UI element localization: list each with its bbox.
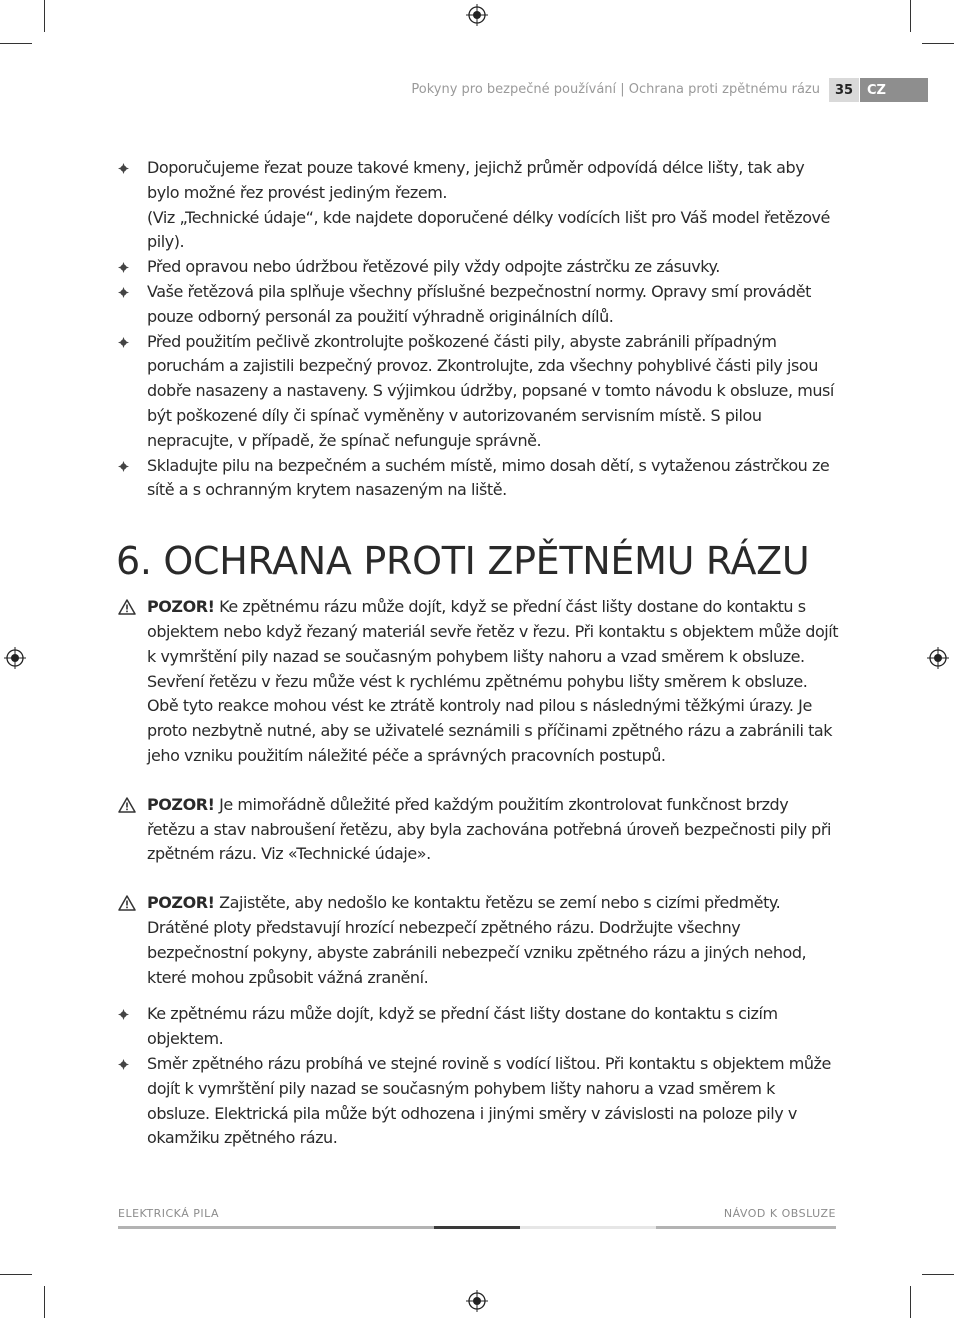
list-item	[118, 330, 840, 454]
crop-mark	[44, 1286, 45, 1318]
list-item-text: Vaše řetězová pila splňuje všechny příslušné bezpečnostní normy. Opravy smí provádět pouze odborný personál za použití výhradně originálních dílů.	[147, 281, 811, 326]
page-number: 35	[829, 78, 859, 102]
crop-mark	[44, 0, 45, 32]
warning-text: Ke zpětnému rázu může dojít, když se přední část lišty dostane do kontaktu s objektem nebo když řezaný materiál sevře řetěz v řezu. Při kontaktu s objektem může dojít k vymrštění pily nazad se současným pohybem lišty nahoru a vzad směrem k obsluze. Sevření řetězu v řezu může vést k rychlému zpětnému pohybu lišty směrem k obsluze. Obě tyto reakce mohou vést ke ztrátě kontroly nad pilou s následnými těžkými úrazy. Je proto nezbytně nutné, aby se uživatelé seznámili s příčinami zpětného rázu a zabránili tak jeho vzniku použitím náležité péče a správných pracovních postupů.	[147, 597, 839, 765]
bullet-icon	[118, 1059, 129, 1070]
warning-block	[118, 891, 840, 990]
warning-block	[118, 595, 840, 769]
list-item-text: Před opravou nebo údržbou řetězové pily vždy odpojte zástrčku ze zásuvky.	[147, 257, 720, 277]
list-item	[118, 454, 840, 504]
registration-mark-icon	[927, 647, 949, 669]
registration-mark-icon	[466, 4, 488, 26]
page-content	[118, 156, 840, 1151]
registration-mark-icon	[466, 1290, 488, 1312]
list-item	[118, 255, 840, 280]
list-item-text: Doporučujeme řezat pouze takové kmeny, jejichž průměr odpovídá délce lišty, tak aby bylo možné řez provést jediným řezem.	[147, 158, 805, 202]
list-item-text: Před použitím pečlivě zkontrolujte poškozené části pily, abyste zabránili případným poruchám a zajistili bezpečný provoz. Zkontrolujte, zda všechny pohyblivé části pily jsou dobře nasazeny a nastaveny. S výjimkou údržby, popsané v tomto návodu k obsluze, musí být poškozené díly či spínač vyměněny v autorizovaném servisním místě. S pilou nepracujte, v případě, že spínač nefunguje správně.	[147, 331, 834, 450]
crop-mark	[0, 1274, 32, 1275]
bullet-icon	[118, 461, 129, 472]
warning-triangle-icon	[118, 797, 136, 813]
list-item	[118, 1052, 840, 1151]
list-item	[118, 156, 840, 255]
registration-mark-icon	[4, 647, 26, 669]
warning-triangle-icon	[118, 599, 136, 615]
footer-bar-segment	[434, 1226, 520, 1229]
list-item-text: Ke zpětnému rázu může dojít, když se přední část lišty dostane do kontaktu s cizím objektem.	[147, 1004, 778, 1049]
warning-label: POZOR!	[147, 893, 215, 913]
list-item	[118, 280, 840, 330]
section-heading: 6. OCHRANA PROTI ZPĚTNÉMU RÁZU	[116, 539, 810, 584]
bullet-icon	[118, 287, 129, 298]
crop-mark	[0, 43, 32, 44]
footer-product: ELEKTRICKÁ PILA	[118, 1207, 219, 1220]
list-item-text: (Viz „Technické údaje“, kde najdete doporučené délky vodících lišt pro Váš model řetězové pily).	[147, 207, 830, 252]
bullet-icon	[118, 163, 129, 174]
list-item	[118, 1002, 840, 1052]
footer-manual: NÁVOD K OBSLUZE	[723, 1207, 836, 1220]
footer-bar-segment	[520, 1226, 656, 1229]
warning-label: POZOR!	[147, 597, 215, 617]
footer-bar-segment	[118, 1226, 434, 1229]
warning-text: Zajistěte, aby nedošlo ke kontaktu řetězu se zemí nebo s cizími předměty. Drátěné ploty představují hrozící nebezpečí zpětného rázu. Dodržujte všechny bezpečnostní pokyny, abyste zabránili nebezpečí vzniku zpětného rázu a jiných nehod, které mohou způsobit vážná zranění.	[147, 893, 807, 987]
bullet-icon	[118, 1009, 129, 1020]
list-item-text: Skladujte pilu na bezpečném a suchém místě, mimo dosah dětí, s vytaženou zástrčkou ze sítě a s ochranným krytem nasazeným na liště.	[147, 455, 830, 500]
running-header: Pokyny pro bezpečné používání | Ochrana proti zpětnému rázu	[411, 82, 820, 97]
crop-mark	[910, 0, 911, 32]
warning-block	[118, 793, 840, 867]
crop-mark	[922, 43, 954, 44]
bullet-icon	[118, 337, 129, 348]
warning-label: POZOR!	[147, 794, 215, 814]
list-item-text: Směr zpětného rázu probíhá ve stejné rovině s vodící lištou. Při kontaktu s objektem může dojít k vymrštění pily nazad se současným pohybem lišty nahoru a vzad směrem k obsluze. Elektrická pila může být odhozena i jinými směry v závislosti na poloze pily v okamžiku zpětného rázu.	[147, 1053, 831, 1148]
warning-text: Je mimořádně důležité před každým použitím zkontrolovat funkčnost brzdy řetězu a stav nabroušení řetězu, aby byla zachována potřebná úroveň bezpečnosti pily při zpětném rázu. Viz «Technické údaje».	[147, 794, 832, 864]
bullet-icon	[118, 262, 129, 273]
footer-bar-segment	[656, 1226, 836, 1229]
crop-mark	[910, 1286, 911, 1318]
warning-triangle-icon	[118, 895, 136, 911]
crop-mark	[922, 1274, 954, 1275]
language-badge: CZ	[860, 78, 928, 102]
